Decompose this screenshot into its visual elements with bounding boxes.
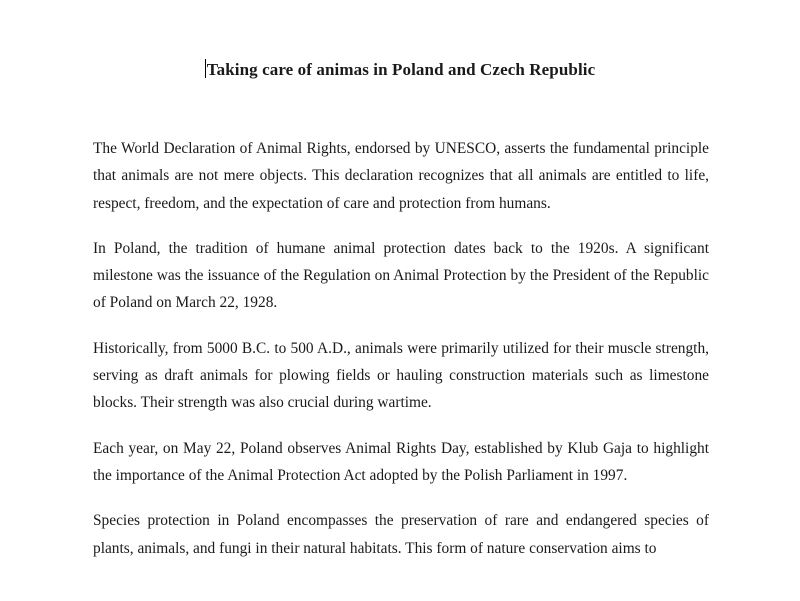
paragraph-historical-use[interactable]: Historically, from 5000 B.C. to 500 A.D., animals were primarily utilized for their muscle strength, serving as draft animals for plowing fields or hauling construction materials such as limestone blocks. Their strength was also crucial during wartime. <box>93 339 709 412</box>
document-title[interactable]: Taking care of animas in Poland and Czech Republic <box>206 60 596 79</box>
title-area <box>0 58 800 82</box>
document-body[interactable] <box>93 135 709 580</box>
paragraph-poland-tradition[interactable]: In Poland, the tradition of humane animal protection dates back to the 1920s. A significant milestone was the issuance of the Regulation on Animal Protection by the President of the Republic of Poland on March 22, 1928. <box>93 239 709 312</box>
paragraph-species-protection[interactable]: Species protection in Poland encompasses the preservation of rare and endangered species of plants, animals, and fungi in their natural habitats. This form of nature conservation aims to <box>93 512 709 557</box>
text-cursor <box>205 59 206 78</box>
document-title-line <box>205 58 596 82</box>
paragraph-animal-rights-day[interactable]: Each year, on May 22, Poland observes Animal Rights Day, established by Klub Gaja to highlight the importance of the Animal Protection Act adopted by the Polish Parliament in 1997. <box>93 439 709 484</box>
paragraph-unesco-declaration[interactable]: The World Declaration of Animal Rights, endorsed by UNESCO, asserts the fundamental principle that animals are not mere objects. This declaration recognizes that all animals are entitled to life, respect, freedom, and the expectation of care and protection from humans. <box>93 140 709 212</box>
